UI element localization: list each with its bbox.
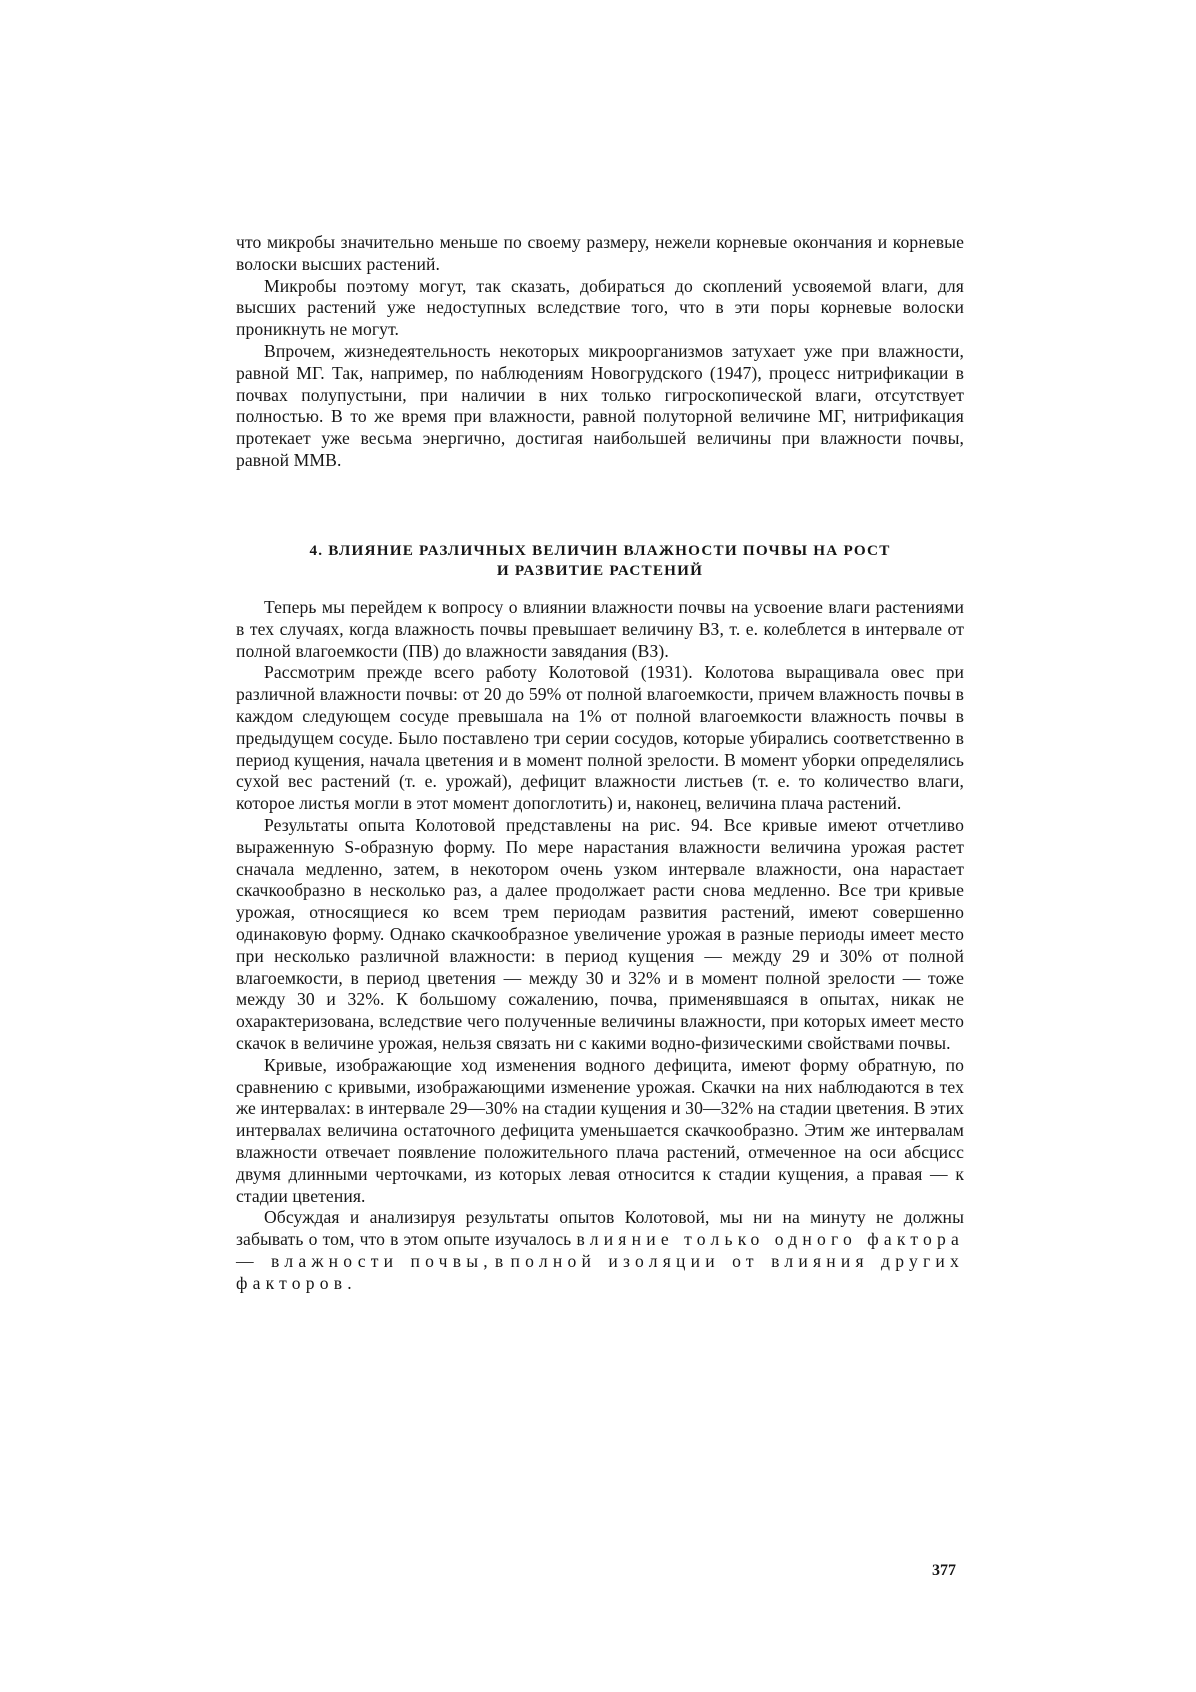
- conclusion-text-2: , в: [483, 1250, 511, 1271]
- paragraph-nitrification: Впрочем, жизнедеятельность некоторых микроорганизмов затухает уже при влажности, равной МГ. Так, например, по наблюдениям Новогрудского (1947), процесс нитрификации в почвах полупустыни, при наличии в них только гигроскопической влаги, отсутствует полностью. В то же время при влажности, равной полуторной величине МГ, нитрификация протекает уже весьма энергично, достигая наибольшей величины при влажности почвы, равной ММВ.: [236, 340, 964, 470]
- section-heading: [236, 541, 964, 581]
- section-heading-line2: И РАЗВИТИЕ РАСТЕНИЙ: [496, 562, 704, 579]
- conclusion-emphasis-1: влияние только одного фактора — влажности почвы: [236, 1229, 965, 1271]
- page-number: 377: [932, 1562, 956, 1579]
- conclusion-text-3: .: [347, 1272, 352, 1293]
- paragraph-water-deficit: Кривые, изображающие ход изменения водного дефицита, имеют форму обратную, по сравнению с кривыми, изображающими изменение урожая. Скачки на них наблюдаются в тех же интервалах: в интервале 29—30% на стадии кущения и 30—32% на стадии цветения. В этих интервалах величина остаточного дефицита уменьшается скачкообразно. Этим же интервалам влажности отвечает появление положительного плача растений, отмеченное на оси абсцисс двумя длинными черточками, из которых левая относится к стадии кущения, а правая — к стадии цветения.: [236, 1054, 964, 1206]
- paragraph-continuation: что микробы значительно меньше по своему размеру, нежели корневые окончания и корневые волоски высших растений.: [236, 232, 964, 274]
- paragraph-kolotova-results: Результаты опыта Колотовой представлены на рис. 94. Все кривые имеют отчетливо выраженную S-образную форму. По мере нарастания влажности величина урожая растет сначала медленно, затем, в некотором очень узком интервале влажности, она нарастает скачкообразно в несколько раз, а далее продолжает расти снова медленно. Все три кривые урожая, относящиеся ко всем трем периодам развития растений, имеют совершенно одинаковую форму. Однако скачкообразное увеличение урожая в разные периоды имеет место при несколько различной влажности: в период кущения — между 29 и 30% от полной влагоемкости, в период цветения — между 30 и 32% и в момент полной зрелости — тоже между 30 и 32%. К большому сожалению, почва, применявшаяся в опытах, никак не охарактеризована, вследствие чего полученные величины влажности, при которых имеет место скачок в величине урожая, нельзя связать ни с какими водно-физическими свойствами почвы.: [236, 814, 964, 1053]
- section-heading-line1: 4. ВЛИЯНИЕ РАЗЛИЧНЫХ ВЕЛИЧИН ВЛАЖНОСТИ ПОЧВЫ НА РОСТ: [309, 542, 891, 559]
- conclusion-text-1: Обсуждая и анализируя результаты опытов Колотовой, мы ни на минуту не должны забывать о том, что в этом опыте изучалось: [236, 1207, 964, 1250]
- conclusion-emphasis-2: полной изоляции от влияния других факторов: [236, 1250, 964, 1293]
- paragraph-conclusion: [236, 1207, 964, 1294]
- text-block-top: [236, 232, 964, 472]
- paragraph-kolotova-method: Рассмотрим прежде всего работу Колотовой (1931). Колотова выращивала овес при различной влажности почвы: от 20 до 59% от полной влагоемкости, причем влажность почвы в каждом следующем сосуде превышала на 1% от полной влагоемкости влажность почвы в предыдущем сосуде. Было поставлено три серии сосудов, которые убирались соответственно в период кущения, начала цветения и в момент полной зрелости. В момент уборки определялись сухой вес растений (т. е. урожай), дефицит влажности листьев (т. е. то количество влаги, которое листья могли в этот момент допоглотить) и, наконец, величина плача растений.: [236, 662, 964, 814]
- paragraph-intro: Теперь мы перейдем к вопросу о влиянии влажности почвы на усвоение влаги растениями в тех случаях, когда влажность почвы превышает величину ВЗ, т. е. колеблется в интервале от полной влагоемкости (ПВ) до влажности завядания (ВЗ).: [236, 597, 964, 661]
- paragraph-microbes: Микробы поэтому могут, так сказать, добираться до скоплений усвояемой влаги, для высших растений уже недоступных вследствие того, что в эти поры корневые волоски проникнуть не могут.: [236, 275, 964, 340]
- text-block-bottom: [236, 597, 964, 1295]
